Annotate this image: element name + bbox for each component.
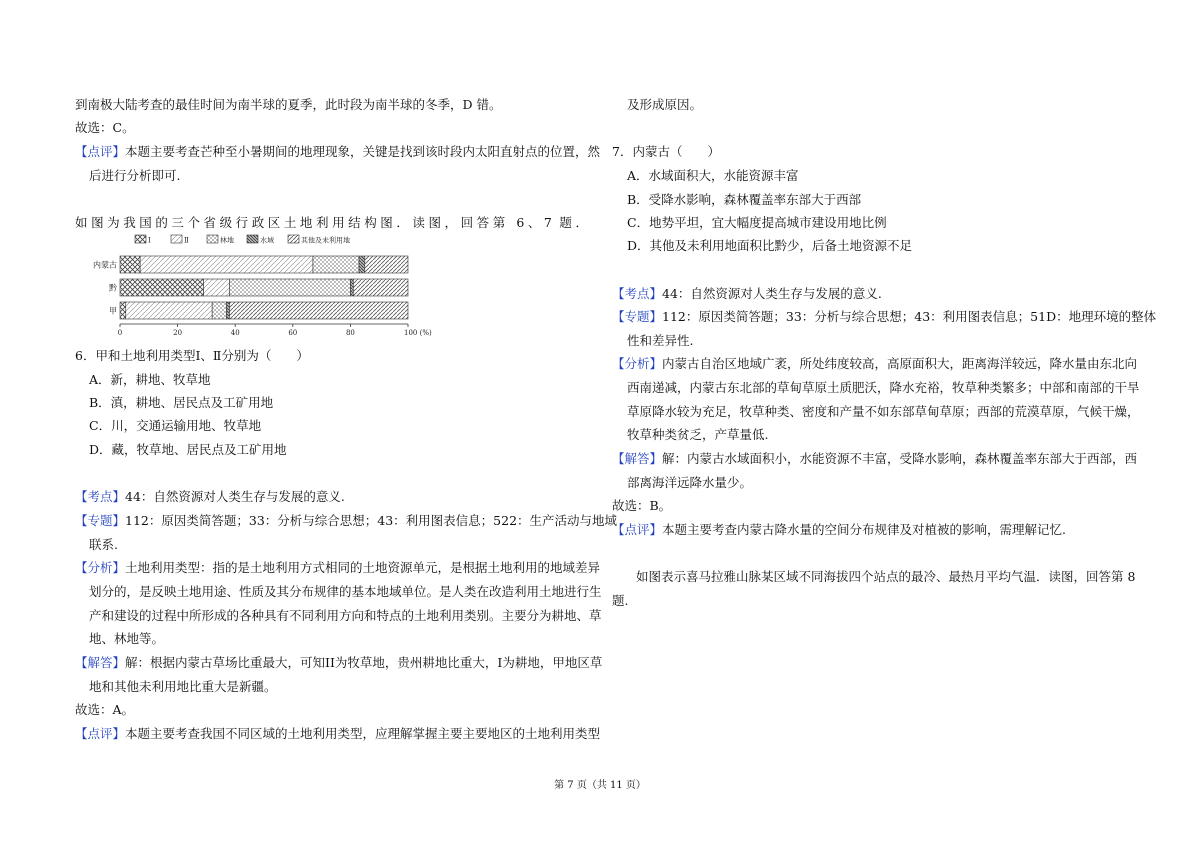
text-line: 草原降水较为充足，牧草种类、密度和产量不如东部草甸草原；西部的荒漠草原，气候干燥， xyxy=(627,404,1140,419)
comment-tag: 【点评】 xyxy=(75,144,126,159)
option-c: C．地势平坦，宜大幅度提高城市建设用地比例 xyxy=(627,215,887,230)
jieda-text: 解：根据内蒙古草场比重最大，可知II为牧草地，贵州耕地比重大，I为耕地，甲地区草 xyxy=(125,655,603,670)
comment-text: 本题主要考查芒种至小暑期间的地理现象，关键是找到该时段内太阳直射点的位置，然 xyxy=(125,144,601,159)
fenxi-line xyxy=(612,356,1137,372)
chart-bars xyxy=(93,256,408,319)
option-b: B．滇，耕地、居民点及工矿用地 xyxy=(89,395,274,410)
fenxi-tag: 【分析】 xyxy=(612,356,663,371)
comment-tag: 【点评】 xyxy=(612,522,663,537)
bar-segment xyxy=(365,256,408,273)
category-label: 黔 xyxy=(109,283,117,293)
bar-segment xyxy=(212,302,226,319)
land-use-chart xyxy=(85,232,435,340)
legend-swatch xyxy=(288,235,299,243)
bar-segment xyxy=(126,302,212,319)
bar-segment xyxy=(120,279,204,296)
kaodian-text: 44：自然资源对人类生存与发展的意义. xyxy=(125,489,345,504)
question-intro: 如图表示喜马拉雅山脉某区域不同海拔四个站点的最冷、最热月平均气温．读图，回答第 8 xyxy=(636,569,1136,584)
legend-swatch xyxy=(207,235,218,243)
bar-segment xyxy=(140,256,313,273)
bar-segment xyxy=(350,279,353,296)
option-a: A．水域面积大，水能资源丰富 xyxy=(627,168,799,183)
bar-segment xyxy=(229,279,350,296)
fenxi-text: 土地利用类型：指的是土地利用方式相同的土地资源单元，是根据土地利用的地域差异 xyxy=(125,560,601,575)
legend-label: 其他及未利用地 xyxy=(301,236,350,245)
legend-label: 林地 xyxy=(220,236,234,245)
zhuanti-tag: 【专题】 xyxy=(75,513,126,528)
text-line: 地和其他未利用地比重大是新疆。 xyxy=(89,679,277,694)
answer-line: 故选：A。 xyxy=(75,702,135,717)
option-c: C．川，交通运输用地、牧草地 xyxy=(89,418,262,433)
comment-line xyxy=(75,144,600,160)
x-tick-label: 80 xyxy=(345,329,355,337)
bar-segment xyxy=(353,279,408,296)
question-6: 6．甲和土地利用类型Ⅰ、Ⅱ分别为（ ） xyxy=(75,348,309,363)
text-line: 西南递减，内蒙古东北部的草甸草原土质肥沃，降水充裕，牧草种类繁多；中部和南部的干旱 xyxy=(627,380,1140,395)
question-7: 7．内蒙古（ ） xyxy=(612,144,720,159)
option-b: B．受降水影响，森林覆盖率东部大于西部 xyxy=(627,192,862,207)
option-d: D．其他及未利用地面积比黔少，后备土地资源不足 xyxy=(627,238,913,253)
bar-segment xyxy=(204,279,230,296)
x-tick-label: 100 (%) xyxy=(404,329,432,337)
text-line: 故选：C。 xyxy=(75,120,135,135)
x-tick-label: 0 xyxy=(117,329,123,337)
bar-segment xyxy=(120,302,126,319)
kaodian-text: 44：自然资源对人类生存与发展的意义. xyxy=(662,286,882,301)
zhuanti-line xyxy=(612,309,1156,325)
jieda-tag: 【解答】 xyxy=(75,655,126,670)
fenxi-line xyxy=(75,560,600,576)
kaodian-tag: 【考点】 xyxy=(75,489,126,504)
text-line: 联系. xyxy=(89,537,118,552)
bar-segment xyxy=(359,256,365,273)
comment-text: 本题主要考查我国不同区域的土地利用类型，应理解掌握主要主要地区的土地利用类型 xyxy=(125,726,601,741)
comment-line xyxy=(612,522,1066,538)
zhuanti-text: 112：原因类简答题；33：分析与综合思想；43：利用图表信息；522：生产活动与地域 xyxy=(125,513,618,528)
text-line: 产和建设的过程中所形成的各种具有不同利用方向和特点的土地利用类别。主要分为耕地、草 xyxy=(89,608,602,623)
jieda-tag: 【解答】 xyxy=(612,451,663,466)
text-line: 性和差异性. xyxy=(627,333,694,348)
x-tick-label: 40 xyxy=(230,329,240,337)
zhuanti-tag: 【专题】 xyxy=(612,309,663,324)
legend-label: 水域 xyxy=(260,236,274,245)
answer-line: 故选：B。 xyxy=(612,498,672,513)
option-a: A．新，耕地、牧草地 xyxy=(89,372,211,387)
zhuanti-text: 112：原因类简答题；33：分析与综合思想；43：利用图表信息；51D：地理环境的整体 xyxy=(662,309,1157,324)
jieda-line xyxy=(612,451,1137,467)
question-intro: 如图为我国的三个省级行政区土地利用结构图．读图，回答第 6、7 题． xyxy=(75,215,588,230)
text-line: 划分的，是反映土地用途、性质及其分布规律的基本地域单位。是人类在改造利用土地进行生 xyxy=(89,584,602,599)
x-tick-label: 20 xyxy=(173,329,183,337)
page-footer: 第 7 页（共 11 页） xyxy=(554,780,646,791)
bar-segment xyxy=(229,302,408,319)
kaodian-line xyxy=(75,489,345,505)
kaodian-line xyxy=(612,286,882,302)
text-line: 牧草种类贫乏，产草量低. xyxy=(627,427,769,442)
bar-segment xyxy=(120,256,140,273)
text-line: 到南极大陆考查的最佳时间为南半球的夏季，此时段为南半球的冬季，D 错。 xyxy=(75,97,502,112)
comment-line xyxy=(75,726,600,742)
legend-swatch xyxy=(171,235,182,243)
category-label: 甲 xyxy=(109,306,117,316)
text-line: 后进行分析即可. xyxy=(89,168,181,183)
legend-label: Ⅱ xyxy=(184,236,189,245)
legend-swatch xyxy=(135,235,146,243)
text-line: 题. xyxy=(612,593,629,608)
text-line: 地、林地等。 xyxy=(89,631,165,646)
text-line: 及形成原因。 xyxy=(627,97,703,112)
fenxi-text: 内蒙古自治区地域广袤，所处纬度较高，高原面积大，距离海洋较远，降水量由东北向 xyxy=(662,356,1138,371)
legend-swatch xyxy=(247,235,258,243)
chart-axis xyxy=(118,324,432,337)
bar-segment xyxy=(313,256,359,273)
jieda-text: 解：内蒙古水域面积小，水能资源不丰富，受降水影响，森林覆盖率东部大于西部，西 xyxy=(662,451,1138,466)
comment-tag: 【点评】 xyxy=(75,726,126,741)
chart-legend xyxy=(135,235,350,245)
comment-text: 本题主要考查内蒙古降水量的空间分布规律及对植被的影响，需理解记忆. xyxy=(662,522,1066,537)
fenxi-tag: 【分析】 xyxy=(75,560,126,575)
legend-label: Ⅰ xyxy=(148,236,151,245)
category-label: 内蒙古 xyxy=(93,260,117,270)
x-tick-label: 60 xyxy=(288,329,298,337)
jieda-line xyxy=(75,655,602,671)
option-d: D．藏，牧草地、居民点及工矿用地 xyxy=(89,442,287,457)
kaodian-tag: 【考点】 xyxy=(612,286,663,301)
bar-segment xyxy=(227,302,230,319)
zhuanti-line xyxy=(75,513,617,529)
text-line: 部离海洋远降水量少。 xyxy=(627,475,753,490)
